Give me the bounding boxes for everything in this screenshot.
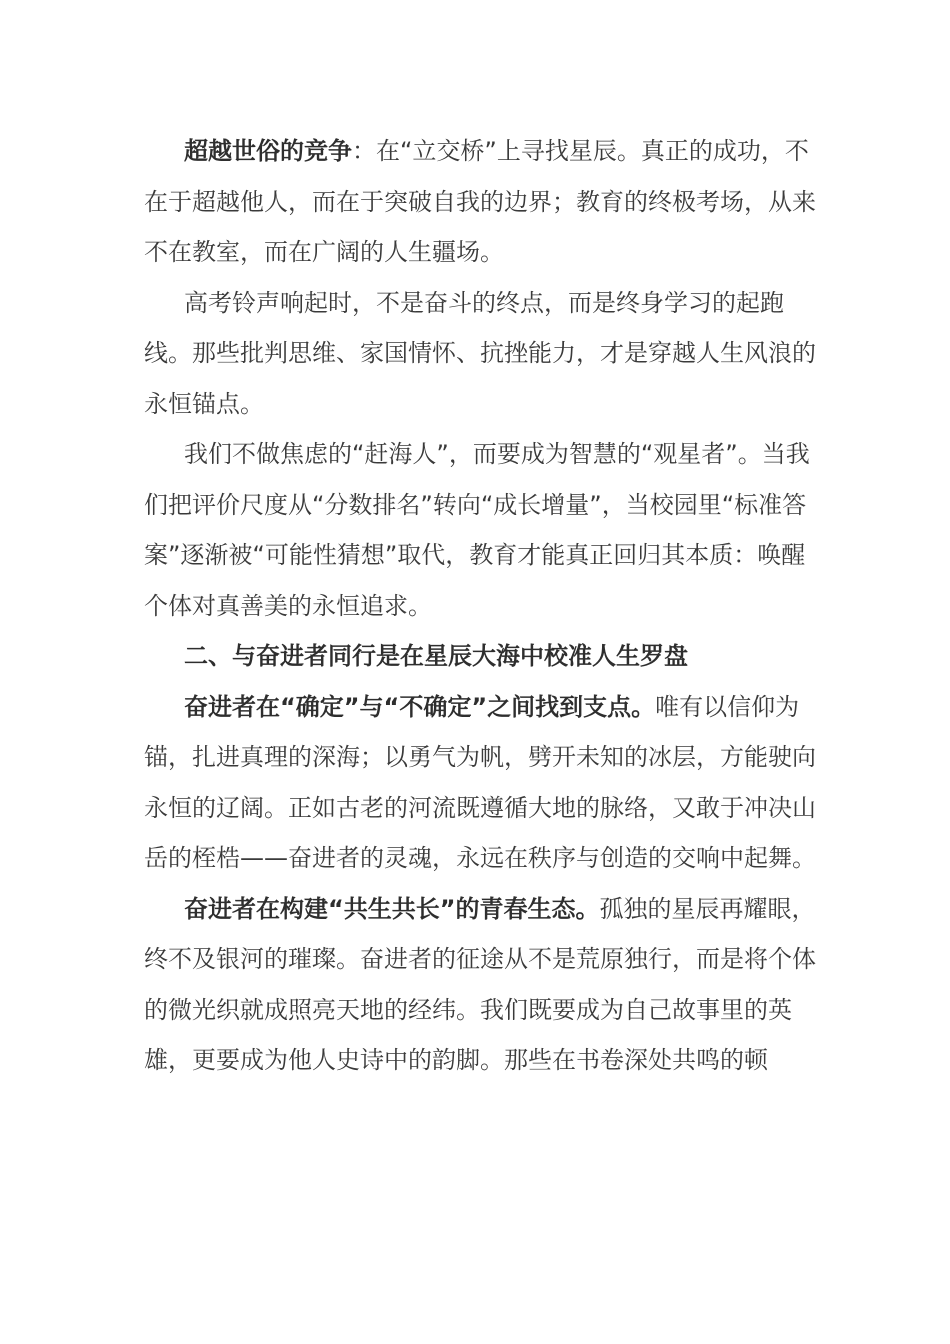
document-page bbox=[144, 126, 824, 1086]
paragraph-1-text: ：在“立交桥”上寻找星辰。真正的成功，不在于超越他人，而在于突破自我的边界；教育的终极考场，从来不在教室，而在广阔的人生疆场。 bbox=[144, 137, 816, 266]
paragraph-1 bbox=[144, 126, 824, 278]
paragraph-2 bbox=[144, 278, 824, 430]
paragraph-3-text: 我们不做焦虑的“赶海人”，而要成为智慧的“观星者”。当我们把评价尺度从“分数排名”转向“成长增量”，当校园里“标准答案”逐渐被“可能性猜想”取代，教育才能真正回归其本质：唤醒个体对真善美的永恒追求。 bbox=[144, 440, 810, 620]
paragraph-5-lead: 奋进者在构建“共生共长”的青春生态。 bbox=[184, 894, 600, 923]
paragraph-4-text: 唯有以信仰为锚，扎进真理的深海；以勇气为帆，劈开未知的冰层，方能驶向永恒的辽阔。正如古老的河流既遵循大地的脉络，又敢于冲决山岳的桎梏——奋进者的灵魂，永远在秩序与创造的交响中起舞。 bbox=[144, 692, 816, 872]
paragraph-5-text: 孤独的星辰再耀眼，终不及银河的璀璨。奋进者的征途从不是荒原独行，而是将个体的微光织就成照亮天地的经纬。我们既要成为自己故事里的英雄，更要成为他人史诗中的韵脚。那些在书卷深处共鸣的顿 bbox=[144, 894, 816, 1074]
paragraph-5 bbox=[144, 884, 824, 1086]
section-heading: 二、与奋进者同行是在星辰大海中校准人生罗盘 bbox=[184, 642, 688, 670]
paragraph-1-lead: 超越世俗的竞争 bbox=[184, 137, 352, 165]
paragraph-2-text: 高考铃声响起时，不是奋斗的终点，而是终身学习的起跑线。那些批判思维、家国情怀、抗挫能力，才是穿越人生风浪的永恒锚点。 bbox=[144, 288, 816, 418]
paragraph-4-lead: 奋进者在“确定”与“不确定”之间找到支点。 bbox=[184, 692, 656, 721]
paragraph-4 bbox=[144, 682, 824, 884]
paragraph-3 bbox=[144, 429, 824, 631]
